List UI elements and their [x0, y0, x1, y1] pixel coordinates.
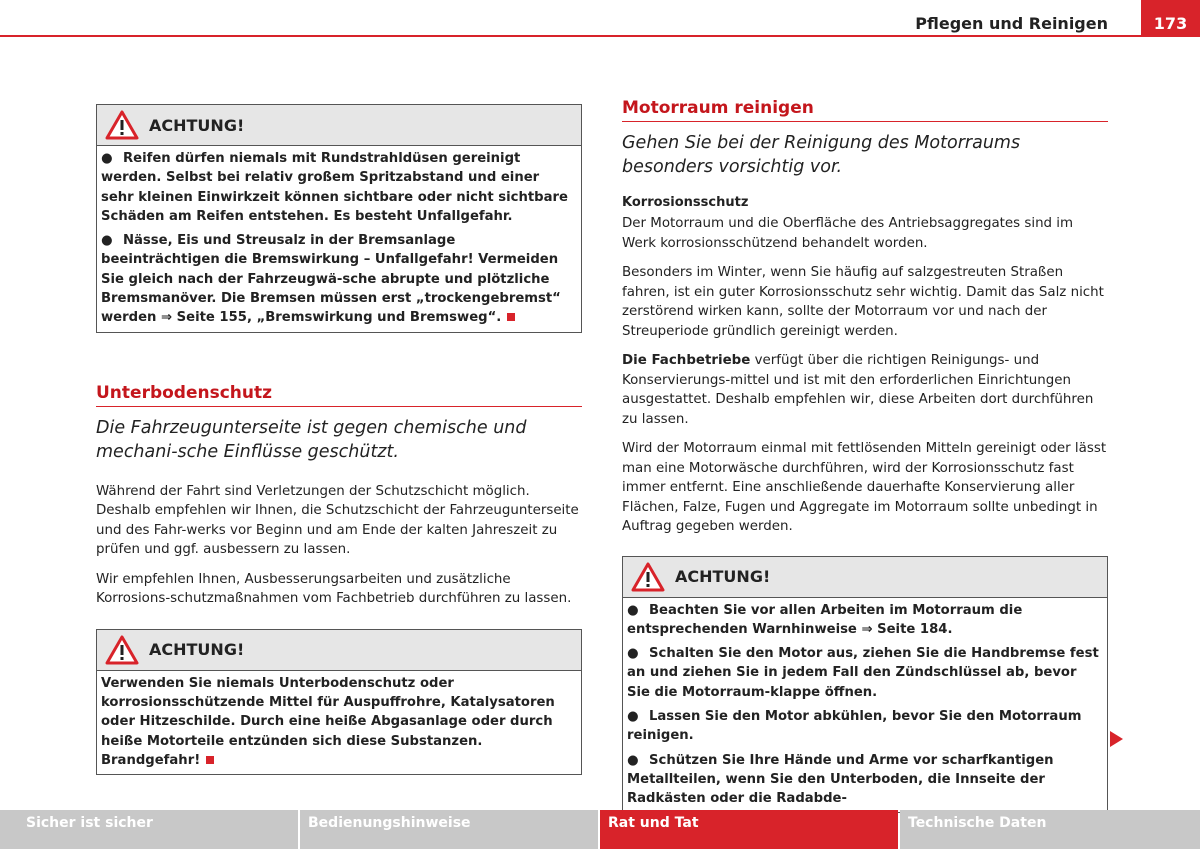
warning-title: ACHTUNG! [149, 640, 245, 660]
tab-sicher-ist-sicher[interactable]: Sicher ist sicher [0, 810, 298, 849]
warning-item: ● Schützen Sie Ihre Hände und Arme vor scharfkantigen Metallteilen, wenn Sie den Unterboden, die Innseite der Radkästen oder die Radabde- [627, 752, 1054, 807]
warning-header [97, 105, 581, 146]
section-title: Unterbodenschutz [96, 383, 582, 407]
header-rule [0, 35, 1200, 37]
warning-body [623, 598, 1107, 813]
section-lead: Die Fahrzeugunterseite ist gegen chemische und mechani-sche Einflüsse geschützt. [96, 417, 527, 462]
paragraph: Während der Fahrt sind Verletzungen der Schutzschicht möglich. Deshalb empfehlen wir Ihnen, die Schutzschicht der Fahrzeugunterseite und des Fahr-werks vor Beginn und am Ende der kalten Jahreszeit zu prüfen und ggf. ausbessern zu lassen. [96, 483, 579, 558]
paragraph: Wird der Motorraum einmal mit fettlösenden Mitteln gereinigt oder lässt man eine Motorwäsche durchführen, wird der Korrosionsschutz fast immer entfernt. Eine anschließende dauerhafte Konservierung aller Flächen, Falze, Fugen und Aggregate im Motorraum sollte unbedingt in Auftrag gegeben werden. [622, 441, 1107, 534]
section-title: Motorraum reinigen [622, 98, 1108, 122]
warning-title: ACHTUNG! [675, 567, 771, 586]
warning-item: ● Lassen Sie den Motor abkühlen, bevor Sie den Motorraum reinigen. [627, 708, 1082, 744]
paragraph: Der Motorraum und die Oberfläche des Antriebsaggregates sind im Werk korrosionsschützend behandelt worden. [622, 216, 1074, 251]
warning-header [97, 630, 581, 671]
tab-bedienungshinweise[interactable]: Bedienungshinweise [300, 810, 598, 849]
warning-triangle-icon [105, 110, 139, 140]
warning-triangle-icon [105, 635, 139, 665]
warning-body [97, 146, 581, 332]
warning-triangle-icon [631, 562, 665, 592]
section-lead: Gehen Sie bei der Reinigung des Motorraums besonders vorsichtig vor. [622, 133, 1021, 177]
warning-item: ● Reifen dürfen niemals mit Rundstrahldüsen gereinigt werden. Selbst bei relativ großem Spritzabstand und einer sehr kleinen Einwirkzeit können sichtbare oder nicht sichtbare Schäden am Reifen entstehen. Es besteht Unfallgefahr. [101, 151, 568, 224]
page-number: 173 [1141, 0, 1200, 36]
warning-header [623, 557, 1107, 598]
warning-body: Verwenden Sie niemals Unterbodenschutz oder korrosionsschützende Mittel für Auspuffrohre, Katalysatoren oder Hitzeschilde. Durch eine heiße Abgasanlage oder durch heiße Motorteile entzünden sich diese Substanzen. Brandgefahr! [101, 675, 555, 768]
warning-box-engine [622, 556, 1108, 814]
warning-item: ● Beachten Sie vor allen Arbeiten im Motorraum die entsprechenden Warnhinweise ⇒ Seite 184. [627, 602, 1023, 637]
paragraph: Wir empfehlen Ihnen, Ausbesserungsarbeiten und zusätzliche Korrosions-schutzmaßnahmen vom Fachbetrieb durchführen zu lassen. [96, 571, 572, 607]
subheading: Korrosionsschutz [622, 195, 749, 210]
end-mark [507, 313, 515, 321]
footer-tabs [0, 810, 1200, 849]
tab-rat-und-tat[interactable]: Rat und Tat [600, 810, 898, 849]
left-column [96, 104, 582, 775]
end-mark [206, 756, 214, 764]
warning-item: ● Nässe, Eis und Streusalz in der Bremsanlage beeinträchtigen die Bremswirkung – Unfallgefahr! Vermeiden Sie gleich nach der Fahrzeugwä-sche abrupte und plötzliche Bremsmanöver. Die Bremsen müssen erst „trockengebremst“ werden ⇒ Seite 155, „Bremswirkung und Bremsweg“. [101, 233, 561, 326]
warning-box-underbody [96, 629, 582, 775]
warning-title: ACHTUNG! [149, 115, 245, 135]
tab-technische-daten[interactable]: Technische Daten [900, 810, 1200, 849]
warning-box-tires [96, 104, 582, 333]
chapter-title: Pflegen und Reinigen [915, 14, 1108, 33]
right-column [622, 98, 1108, 813]
next-page-arrow-icon[interactable] [1110, 731, 1123, 747]
paragraph: Die Fachbetriebe verfügt über die richtigen Reinigungs- und Konservierungs-mittel und ist mit den erforderlichen Einrichtungen ausgestattet. Deshalb empfehlen wir, diese Arbeiten dort durchführen zu lassen. [622, 353, 1094, 427]
paragraph: Besonders im Winter, wenn Sie häufig auf salzgestreuten Straßen fahren, ist ein guter Korrosionsschutz sehr wichtig. Damit das Salz nicht zerstörend wirken kann, sollte der Motorraum vor und nach der Streuperiode gründlich gereinigt werden. [622, 265, 1104, 339]
warning-item: ● Schalten Sie den Motor aus, ziehen Sie die Handbremse fest an und ziehen Sie in jedem Fall den Zündschlüssel ab, bevor Sie die Motorraum-klappe öffnen. [627, 646, 1099, 700]
